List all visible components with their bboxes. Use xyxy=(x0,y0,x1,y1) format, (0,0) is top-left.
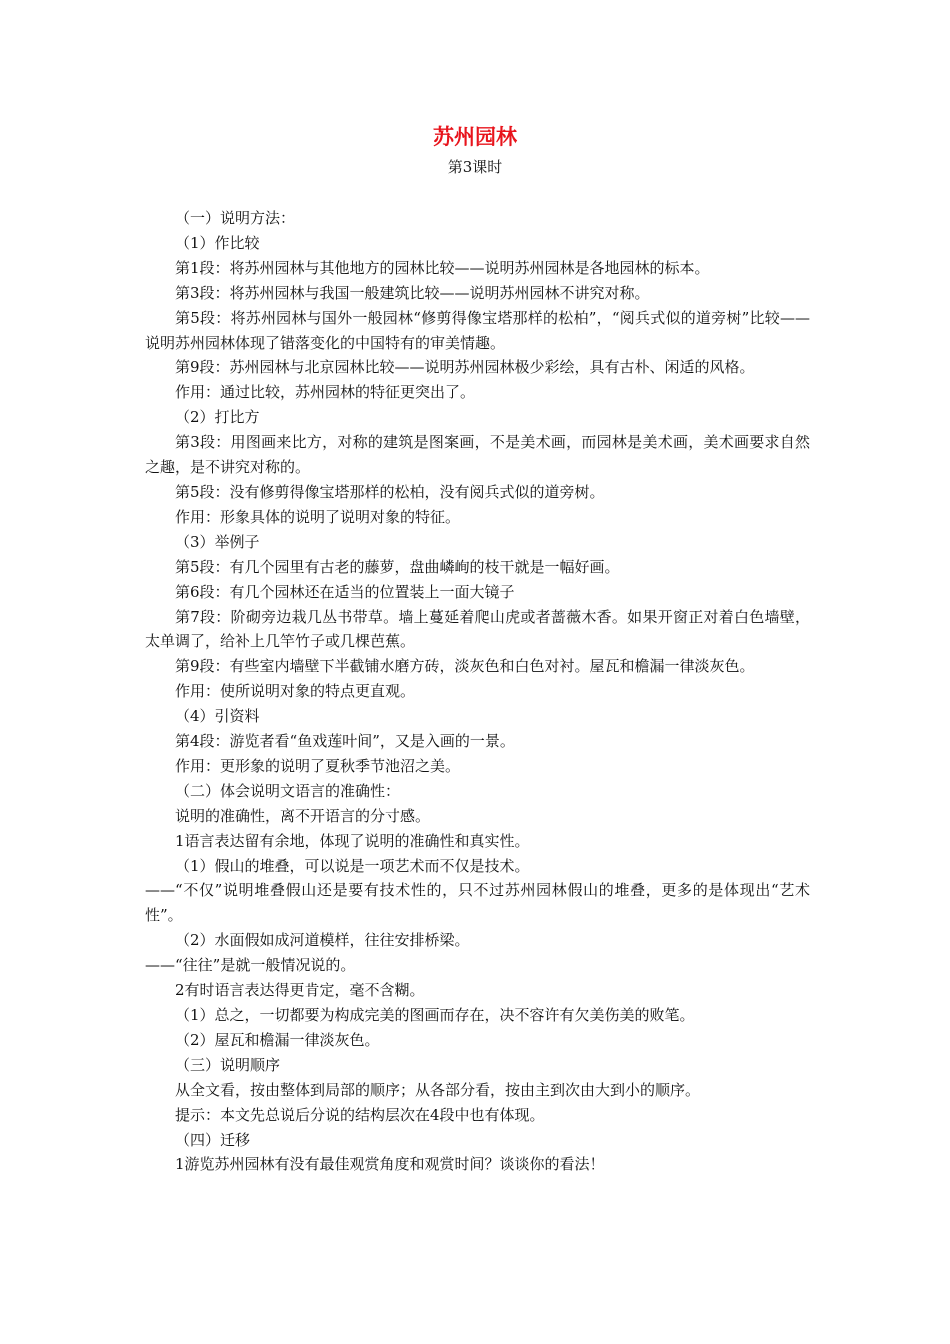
paragraph: 第3段：用图画来比方，对称的建筑是图案画，不是美术画，而园林是美术画，美术画要求自然之趣，是不讲究对称的。 xyxy=(145,433,810,477)
paragraph: ——“不仅”说明堆叠假山还是要有技术性的，只不过苏州园林假山的堆叠，更多的是体现出“艺术性”。 xyxy=(145,881,810,925)
paragraph: 第4段：游览者看“鱼戏莲叶间”，又是入画的一景。 xyxy=(175,732,515,751)
lesson-subtitle: 第3课时 xyxy=(447,158,503,176)
document-body xyxy=(145,206,810,1177)
paragraph: 提示：本文先总说后分说的结构层次在4段中也有体现。 xyxy=(175,1105,545,1124)
paragraph: 作用：使所说明对象的特点更直观。 xyxy=(175,682,416,701)
subheading-comparison: （1）作比较 xyxy=(175,233,260,252)
paragraph: 作用：形象具体的说明了说明对象的特征。 xyxy=(175,507,461,526)
paragraph: 第7段：阶砌旁边栽几丛书带草。墙上蔓延着爬山虎或者蔷薇木香。如果开窗正对着白色墙壁，太单调了，给补上几竿竹子或几棵芭蕉。 xyxy=(145,607,810,651)
subheading-examples: （3）举例子 xyxy=(175,532,260,551)
paragraph: 第9段：苏州园林与北京园林比较——说明苏州园林极少彩绘，具有古朴、闲适的风格。 xyxy=(175,358,755,377)
paragraph: 作用：通过比较，苏州园林的特征更突出了。 xyxy=(175,383,476,402)
paragraph: 第5段：将苏州园林与国外一般园林“修剪得像宝塔那样的松柏”，“阅兵式似的道旁树”比较——说明苏州园林体现了错落变化的中国特有的审美情趣。 xyxy=(145,308,810,352)
paragraph: 第9段：有些室内墙壁下半截铺水磨方砖，淡灰色和白色对衬。屋瓦和檐漏一律淡灰色。 xyxy=(175,657,755,676)
paragraph: 1语言表达留有余地，体现了说明的准确性和真实性。 xyxy=(175,831,530,850)
paragraph: 第3段：将苏州园林与我国一般建筑比较——说明苏州园林不讲究对称。 xyxy=(175,283,650,302)
paragraph: 第5段：没有修剪得像宝塔那样的松柏，没有阅兵式似的道旁树。 xyxy=(175,482,605,501)
paragraph: 2有时语言表达得更肯定，毫不含糊。 xyxy=(175,981,425,1000)
paragraph: 1游览苏州园林有没有最佳观赏角度和观赏时间？谈谈你的看法！ xyxy=(175,1155,605,1174)
paragraph: 从全文看，按由整体到局部的顺序；从各部分看，按由主到次由大到小的顺序。 xyxy=(175,1080,701,1099)
paragraph: 第1段：将苏州园林与其他地方的园林比较——说明苏州园林是各地园林的标本。 xyxy=(175,258,710,277)
paragraph: （1）总之，一切都要为构成完美的图画而存在，决不容许有欠美伤美的败笔。 xyxy=(175,1006,695,1024)
paragraph: （2）水面假如成河道模样，往往安排桥梁。 xyxy=(175,931,470,950)
paragraph: （2）屋瓦和檐漏一律淡灰色。 xyxy=(175,1030,380,1049)
section-heading-methods: （一）说明方法： xyxy=(175,209,296,227)
subheading-citation: （4）引资料 xyxy=(175,707,260,726)
subheading-metaphor: （2）打比方 xyxy=(175,408,260,427)
paragraph: 说明的准确性，离不开语言的分寸感。 xyxy=(175,806,431,825)
paragraph: ——“往往”是就一般情况说的。 xyxy=(145,956,356,975)
paragraph: （1）假山的堆叠，可以说是一项艺术而不仅是技术。 xyxy=(175,856,530,875)
document-title: 苏州园林 xyxy=(433,125,517,149)
paragraph: 作用：更形象的说明了夏秋季节池沼之美。 xyxy=(175,756,461,775)
paragraph: 第5段：有几个园里有古老的藤萝，盘曲嶙峋的枝干就是一幅好画。 xyxy=(175,557,620,576)
paragraph: 第6段：有几个园林还在适当的位置装上一面大镜子 xyxy=(175,582,515,601)
section-heading-transfer: （四）迁移 xyxy=(175,1130,251,1149)
section-heading-order: （三）说明顺序 xyxy=(175,1055,281,1074)
section-heading-accuracy: （二）体会说明文语言的准确性： xyxy=(175,781,401,800)
